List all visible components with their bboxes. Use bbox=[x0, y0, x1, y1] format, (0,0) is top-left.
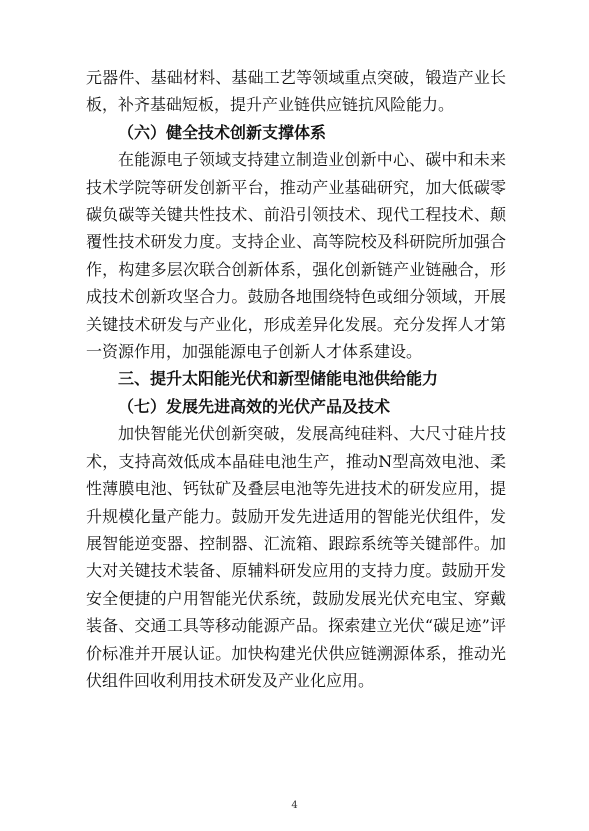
paragraph-continuation: 元器件、基础材料、基础工艺等领域重点突破，锻造产业长板，补齐基础短板，提升产业链供应链抗风险能力。 bbox=[86, 68, 506, 115]
chapter-heading-3: 三、提升太阳能光伏和新型储能电池供给能力 bbox=[118, 369, 439, 389]
page-number: 4 bbox=[291, 800, 298, 811]
paragraph-photovoltaic: 加快智能光伏创新突破，发展高纯硅料、大尺寸硅片技术，支持高效低成本晶硅电池生产，推动N型高效电池、柔性薄膜电池、钙钛矿及叠层电池等先进技术的研发应用，提升规模化量产能力。鼓励开发先进适用的智能光伏组件，发展智能逆变器、控制器、汇流箱、跟踪系统等关键部件。加大对关键技术装备、原辅料研发应用的支持力度。鼓励开发安全便捷的户用智能光伏系统，鼓励发展光伏充电宝、穿戴装备、交通工具等移动能源产品。探索建立光伏“碳足迹”评价标准并开展认证。加快构建光伏供应链溯源体系，推动光伏组件回收利用技术研发及产业化应用。 bbox=[86, 424, 506, 690]
document-body bbox=[86, 64, 506, 694]
paragraph-innovation-system: 在能源电子领域支持建立制造业创新中心、碳中和未来技术学院等研发创新平台，推动产业基础研究，加大低碳零碳负碳等关键共性技术、前沿引领技术、现代工程技术、颠覆性技术研发力度。支持企业、高等院校及科研院所加强合作，构建多层次联合创新体系，强化创新链产业链融合，形成技术创新攻坚合力。鼓励各地围绕特色或细分领域，开展关键技术研发与产业化，形成差异化发展。充分发挥人才第一资源作用，加强能源电子创新人才体系建设。 bbox=[86, 150, 506, 362]
section-heading-7: （七）发展先进高效的光伏产品及技术 bbox=[118, 396, 391, 416]
section-heading-6: （六）健全技术创新支撑体系 bbox=[118, 122, 327, 142]
